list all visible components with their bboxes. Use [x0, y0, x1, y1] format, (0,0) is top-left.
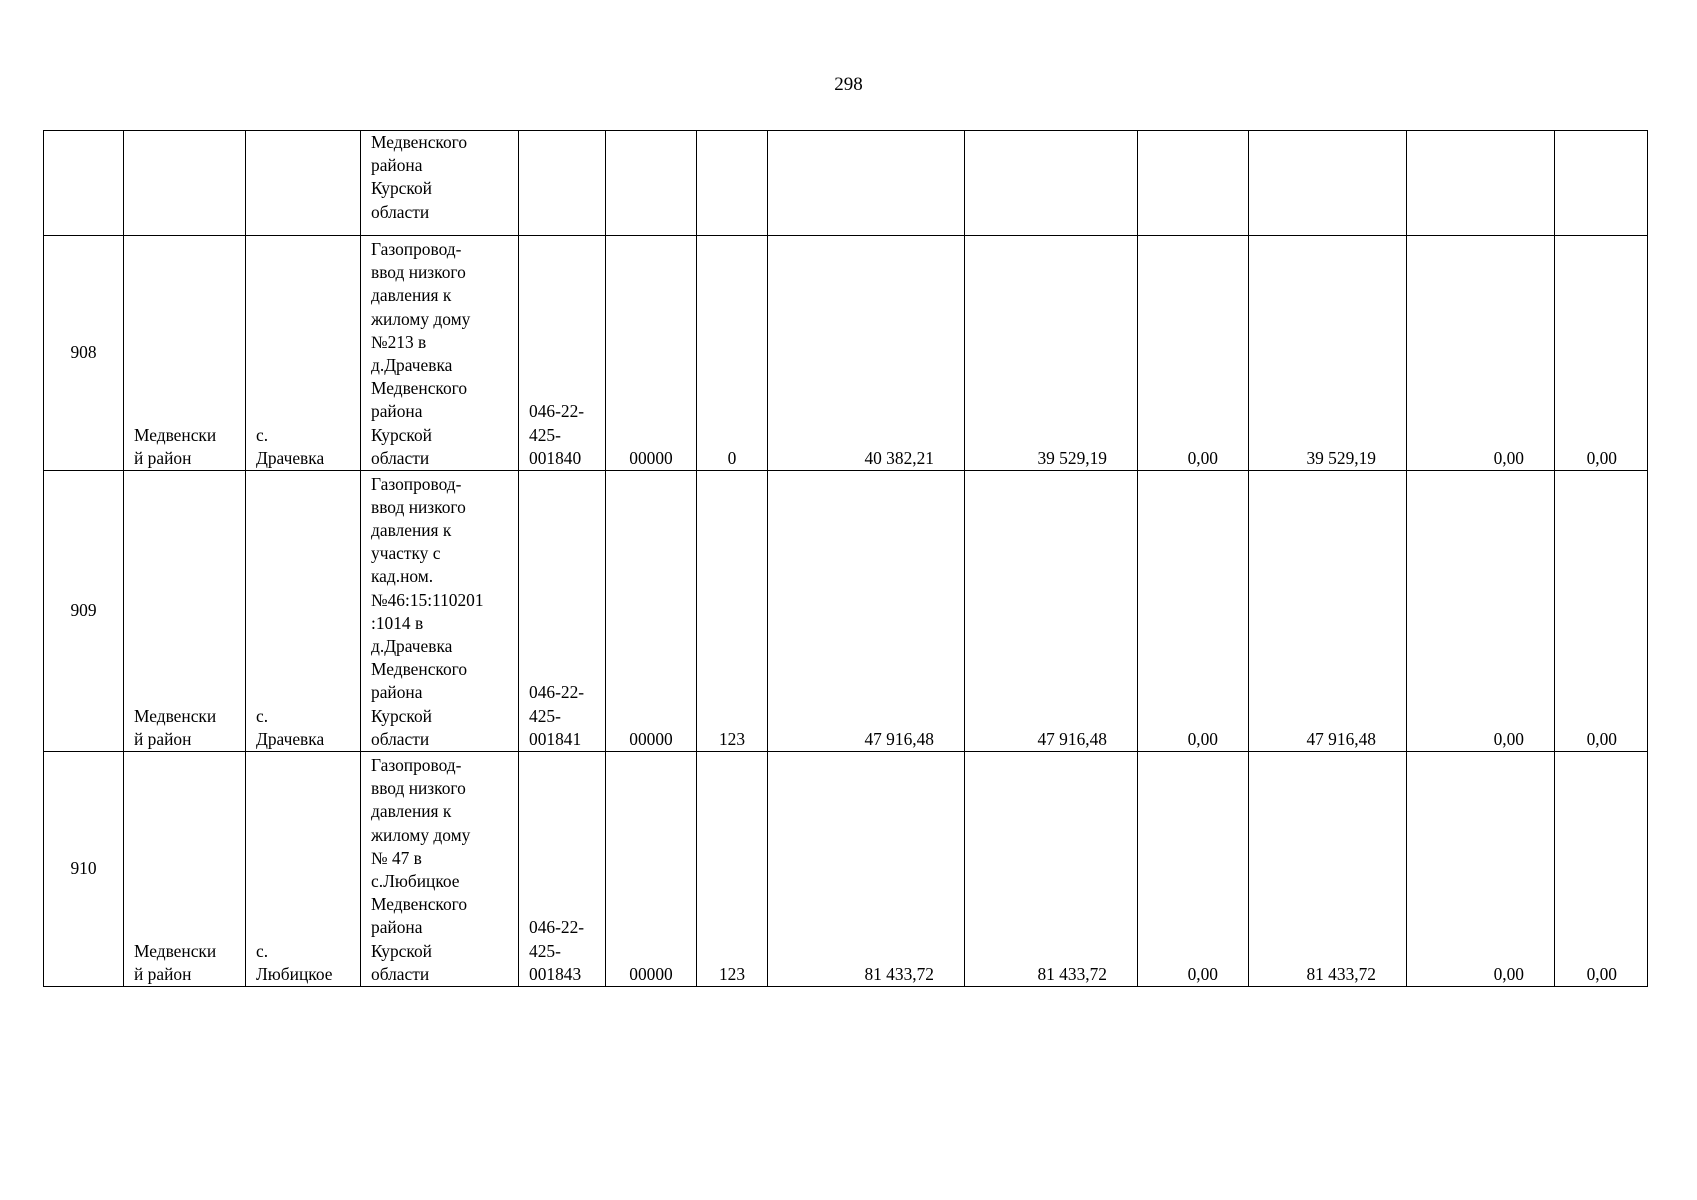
cell-value-2: 81 433,72 [965, 752, 1138, 987]
cell-value-6: 0,00 [1555, 752, 1648, 987]
cell-category [606, 131, 697, 236]
cell-object-name: Газопровод- ввод низкого давления к жилому дому № 47 в с.Любицкое Медвенского района Курской области [361, 752, 519, 987]
cell-length: 123 [697, 752, 768, 987]
cell-value-5: 0,00 [1407, 236, 1555, 471]
cell-value-5: 0,00 [1407, 752, 1555, 987]
cell-district: Медвенски й район [124, 752, 246, 987]
cell-length: 0 [697, 236, 768, 471]
cell-code [519, 131, 606, 236]
cell-num [44, 131, 124, 236]
cell-value-6: 0,00 [1555, 236, 1648, 471]
cell-value-6: 0,00 [1555, 471, 1648, 752]
cell-code: 046-22- 425- 001841 [519, 471, 606, 752]
cell-code: 046-22- 425- 001843 [519, 752, 606, 987]
cell-settlement [246, 131, 361, 236]
cell-value-1: 40 382,21 [768, 236, 965, 471]
cell-category: 00000 [606, 471, 697, 752]
cell-category: 00000 [606, 236, 697, 471]
table-row [44, 752, 1648, 987]
cell-value-6 [1555, 131, 1648, 236]
table-row [44, 471, 1648, 752]
cell-district: Медвенски й район [124, 236, 246, 471]
cell-value-2: 47 916,48 [965, 471, 1138, 752]
cell-value-5 [1407, 131, 1555, 236]
cell-district: Медвенски й район [124, 471, 246, 752]
cell-settlement: с. Любицкое [246, 752, 361, 987]
cell-value-1 [768, 131, 965, 236]
table-row [44, 236, 1648, 471]
cell-settlement: с. Драчевка [246, 236, 361, 471]
cell-value-2: 39 529,19 [965, 236, 1138, 471]
cell-category: 00000 [606, 752, 697, 987]
cell-value-4: 47 916,48 [1249, 471, 1407, 752]
cell-code: 046-22- 425- 001840 [519, 236, 606, 471]
cell-settlement: с. Драчевка [246, 471, 361, 752]
cell-value-4: 39 529,19 [1249, 236, 1407, 471]
cell-value-3: 0,00 [1138, 471, 1249, 752]
cell-length [697, 131, 768, 236]
cell-value-3 [1138, 131, 1249, 236]
cell-value-3: 0,00 [1138, 236, 1249, 471]
registry-table [43, 130, 1648, 987]
cell-length: 123 [697, 471, 768, 752]
cell-num: 910 [44, 752, 124, 987]
table-row-continuation [44, 131, 1648, 236]
cell-district [124, 131, 246, 236]
cell-object-name: Медвенского района Курской области [361, 131, 519, 236]
cell-num: 908 [44, 236, 124, 471]
cell-value-2 [965, 131, 1138, 236]
cell-value-4 [1249, 131, 1407, 236]
cell-value-4: 81 433,72 [1249, 752, 1407, 987]
cell-object-name: Газопровод- ввод низкого давления к жилому дому №213 в д.Драчевка Медвенского района Курской области [361, 236, 519, 471]
cell-num: 909 [44, 471, 124, 752]
cell-value-1: 47 916,48 [768, 471, 965, 752]
cell-value-3: 0,00 [1138, 752, 1249, 987]
cell-object-name: Газопровод- ввод низкого давления к участку с кад.ном. №46:15:110201 :1014 в д.Драчевка Медвенского района Курской области [361, 471, 519, 752]
cell-value-5: 0,00 [1407, 471, 1555, 752]
page-number: 298 [834, 74, 863, 95]
cell-value-1: 81 433,72 [768, 752, 965, 987]
